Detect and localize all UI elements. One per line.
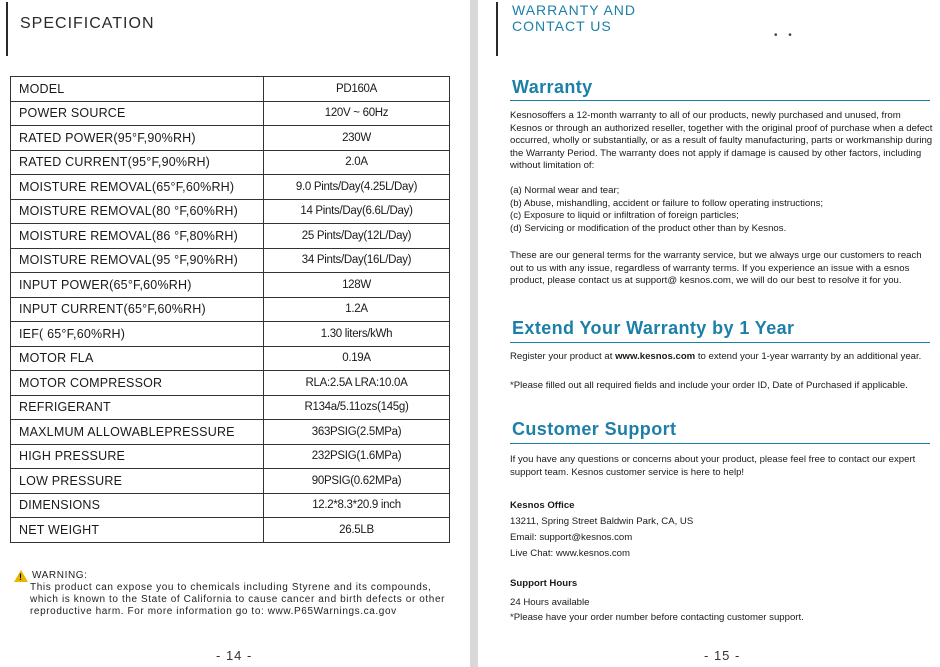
table-row [11, 126, 450, 151]
spec-label: MODEL [11, 77, 264, 102]
spec-label: MOISTURE REMOVAL(65°F,60%RH) [11, 175, 264, 200]
support-hours-note: *Please have your order number before contacting customer support. [510, 612, 804, 623]
spec-value: 90PSIG(0.62MPa) [264, 469, 450, 494]
warning-text: This product can expose you to chemicals including Styrene and its compounds, which is known to the State of California to cause cancer and birth defects or other reproductive harm. For more information go to: www.P65Warnings.ca.gov [30, 582, 446, 617]
spec-label: DIMENSIONS [11, 493, 264, 518]
spec-value: RLA:2.5A LRA:10.0A [264, 371, 450, 396]
spec-value: 12.2*8.3*20.9 inch [264, 493, 450, 518]
page-title-warranty [512, 2, 636, 34]
spec-label: INPUT CURRENT(65°F,60%RH) [11, 297, 264, 322]
customer-support-heading: Customer Support [512, 419, 677, 439]
spec-value: 1.2A [264, 297, 450, 322]
spec-label: RATED POWER(95°F,90%RH) [11, 126, 264, 151]
support-hours: 24 Hours available [510, 597, 590, 608]
spec-value: 120V ~ 60Hz [264, 101, 450, 126]
table-row [11, 493, 450, 518]
spec-label: RATED CURRENT(95°F,90%RH) [11, 150, 264, 175]
spec-label: MOTOR FLA [11, 346, 264, 371]
warning-triangle-icon: ! [14, 570, 28, 582]
table-row [11, 518, 450, 543]
spec-label: REFRIGERANT [11, 395, 264, 420]
page-number-left: - 14 - [216, 648, 253, 663]
table-row [11, 273, 450, 298]
table-row [11, 371, 450, 396]
spec-label: MOISTURE REMOVAL(80 °F,60%RH) [11, 199, 264, 224]
spec-label: NET WEIGHT [11, 518, 264, 543]
warranty-rule [510, 100, 930, 101]
table-row [11, 322, 450, 347]
spec-label: MAXLMUM ALLOWABLEPRESSURE [11, 420, 264, 445]
spec-value: R134a/5.11ozs(145g) [264, 395, 450, 420]
spec-label: MOISTURE REMOVAL(86 °F,80%RH) [11, 224, 264, 249]
spec-value: 25 Pints/Day(12L/Day) [264, 224, 450, 249]
table-row [11, 297, 450, 322]
list-item: (d) Servicing or modification of the product other than by Kesnos. [510, 222, 787, 234]
spec-value: 128W [264, 273, 450, 298]
spec-value: PD160A [264, 77, 450, 102]
spec-label: HIGH PRESSURE [11, 444, 264, 469]
spec-value: 26.5LB [264, 518, 450, 543]
spec-value: 363PSIG(2.5MPa) [264, 420, 450, 445]
heading-line-1: WARRANTY AND [512, 2, 637, 18]
right-header-bar [496, 2, 498, 56]
spec-label: MOISTURE REMOVAL(95 °F,90%RH) [11, 248, 264, 273]
table-row [11, 420, 450, 445]
page-number-right: - 15 - [704, 648, 741, 663]
table-row [11, 248, 450, 273]
spec-value: 2.0A [264, 150, 450, 175]
list-item: (a) Normal wear and tear; [510, 185, 620, 196]
office-email[interactable]: Email: support@kesnos.com [510, 532, 633, 543]
spec-value: 1.30 liters/kWh [264, 322, 450, 347]
spec-table [10, 76, 450, 543]
book-gutter [470, 0, 478, 667]
spec-value: 9.0 Pints/Day(4.25L/Day) [264, 175, 450, 200]
table-row [11, 101, 450, 126]
left-header-bar [6, 2, 8, 56]
warranty-intro: Kesnosoffers a 12-month warranty to all of our products, newly purchased and unused, from Kesnos or through an authorized reseller, together with the original proof of purchase when a defect occurred, wholly or substantially, or as a result of faulty manufacturing, parts or workmanship during the Warranty Period. The warranty does not apply if damage is caused by other factors, including without limitation of: [510, 110, 933, 171]
list-item: (c) Exposure to liquid or infiltration of foreign particles; [510, 210, 739, 221]
spec-value: 0.19A [264, 346, 450, 371]
table-row [11, 150, 450, 175]
table-row [11, 175, 450, 200]
register-post: to extend your 1-year warranty by an additional year. [695, 351, 922, 362]
extend-warranty-heading: Extend Your Warranty by 1 Year [512, 318, 795, 338]
table-row [11, 199, 450, 224]
table-row [11, 395, 450, 420]
support-rule [510, 443, 930, 444]
heading-line-2: CONTACT US [512, 18, 612, 34]
table-row [11, 77, 450, 102]
page-title-specification: SPECIFICATION [20, 15, 155, 32]
spec-value: 14 Pints/Day(6.6L/Day) [264, 199, 450, 224]
register-pre: Register your product at [510, 351, 616, 362]
extend-register-text [510, 351, 935, 364]
warning-block [14, 570, 454, 618]
right-page [478, 0, 940, 667]
spec-value: 232PSIG(1.6MPa) [264, 444, 450, 469]
extend-note: *Please filled out all required fields and include your order ID, Date of Purchased if applicable. [510, 380, 908, 391]
spec-label: MOTOR COMPRESSOR [11, 371, 264, 396]
warranty-heading: Warranty [512, 77, 593, 97]
spec-value: 230W [264, 126, 450, 151]
spec-label: POWER SOURCE [11, 101, 264, 126]
office-title: Kesnos Office [510, 500, 575, 511]
spec-label: LOW PRESSURE [11, 469, 264, 494]
spec-label: INPUT POWER(65°F,60%RH) [11, 273, 264, 298]
support-hours-title: Support Hours [510, 578, 578, 589]
decorative-dots: • • [774, 30, 796, 41]
register-link[interactable]: www.kesnos.com [615, 351, 696, 362]
office-live-chat[interactable]: Live Chat: www.kesnos.com [510, 548, 630, 559]
table-row [11, 444, 450, 469]
support-intro: If you have any questions or concerns about your product, please feel free to contact our expert support team. Kesnos customer service is here to help! [510, 454, 916, 478]
spec-label: IEF( 65°F,60%RH) [11, 322, 264, 347]
spec-value: 34 Pints/Day(16L/Day) [264, 248, 450, 273]
warranty-general-terms: These are our general terms for the warranty service, but we always urge our customers to reach out to us with any issue, regardless of warranty terms. If you experience an issue with a esnos product, please contact us at support@ kesnos.com, we will do our best to resolve it for you. [510, 250, 922, 286]
office-address: 13211, Spring Street Baldwin Park, CA, US [510, 516, 694, 527]
table-row [11, 469, 450, 494]
list-item: (b) Abuse, mishandling, accident or failure to follow operating instructions; [510, 197, 824, 209]
table-row [11, 224, 450, 249]
table-row [11, 346, 450, 371]
warning-title: WARNING: [32, 570, 88, 581]
extend-rule [510, 342, 930, 343]
warranty-exclusions [510, 185, 935, 235]
